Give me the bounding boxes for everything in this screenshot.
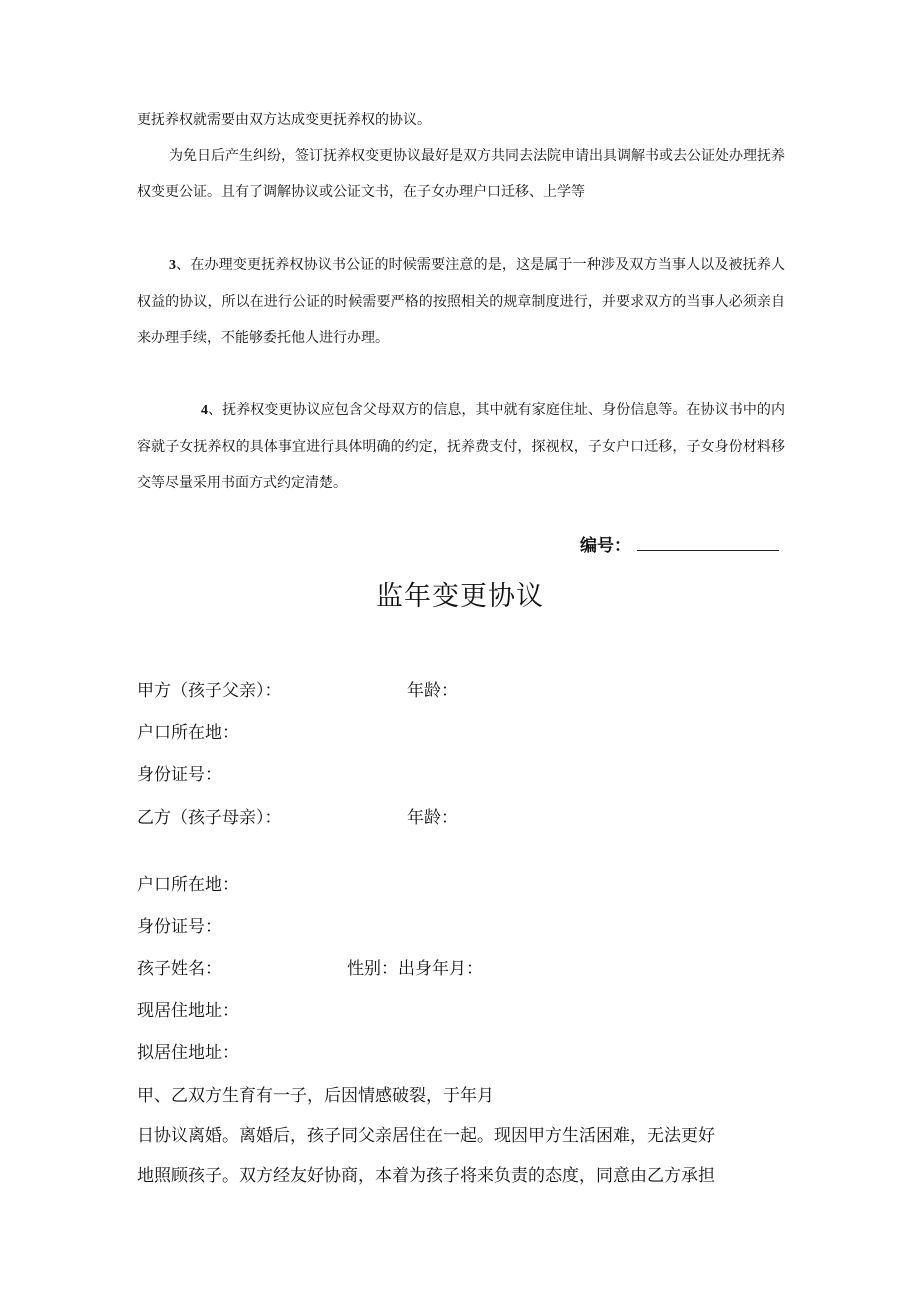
intro-text-3: 、在办理变更抚养权协议书公证的时候需要注意的是，这是属于一种涉及双方当事人以及被抚养人权益的协议，所以在进行公证的时候需要严格的按照相关的规章制度进行，并要求双方的当事人必须亲自来办理手续，不能够委托他人进行办理。 [137, 257, 785, 346]
intro-paragraph-2 [137, 138, 785, 210]
intro-text-4: 、抚养权变更协议应包含父母双方的信息，其中就有家庭住址、身份信息等。在协议书中的内容就子女抚养权的具体事宜进行具体明确的约定，抚养费支付，探视权，子女户口迁移，子女身份材料移交等尽量采用书面方式约定清楚。 [137, 402, 785, 491]
party-a-label: 甲方（孩子父亲）： [137, 681, 282, 701]
child-row [137, 959, 483, 979]
intro-paragraph-4 [137, 392, 785, 501]
agreement-body [137, 1076, 777, 1196]
body-line-1: 甲、乙双方生育有一子，后因情感破裂，于年月 [137, 1086, 494, 1106]
party-b-row [137, 808, 458, 828]
intro-paragraph-1 [137, 102, 785, 138]
party-b-age-label: 年龄： [407, 808, 458, 828]
intro-paragraph-3 [137, 247, 785, 356]
party-b-id: 身份证号： [137, 917, 222, 937]
item-number-4: 4 [201, 403, 208, 418]
current-address: 现居住地址： [137, 1001, 239, 1021]
party-a-hukou: 户口所在地： [137, 723, 239, 743]
intro-text-2: 为免日后产生纠纷，签订抚养权变更协议最好是双方共同去法院申请出具调解书或去公证处办理抚养权变更公证。且有了调解协议或公证文书，在子女办理户口迁移、上学等 [137, 148, 785, 200]
party-a-row [137, 681, 458, 701]
item-number-3: 3 [169, 258, 176, 273]
body-line-3: 地照顾孩子。双方经友好协商，本着为孩子将来负责的态度，同意由乙方承担 [137, 1166, 715, 1186]
planned-address: 拟居住地址： [137, 1043, 239, 1063]
party-b-hukou: 户口所在地： [137, 875, 239, 895]
child-name-label: 孩子姓名： [137, 959, 222, 979]
party-a-id: 身份证号： [137, 765, 222, 785]
party-a-age-label: 年龄： [407, 681, 458, 701]
document-number [580, 531, 779, 556]
intro-text-1: 更抚养权就需要由双方达成变更抚养权的协议。 [137, 112, 431, 128]
body-line-2: 日协议离婚。离婚后，孩子同父亲居住在一起。现因甲方生活困难，无法更好 [137, 1126, 715, 1146]
document-number-label: 编号： [580, 536, 631, 556]
agreement-title: 监年变更协议 [376, 581, 544, 612]
document-number-blank [637, 536, 779, 551]
gender-birth-label: 性别：出身年月： [347, 959, 483, 979]
party-b-label: 乙方（孩子母亲）： [137, 808, 282, 828]
